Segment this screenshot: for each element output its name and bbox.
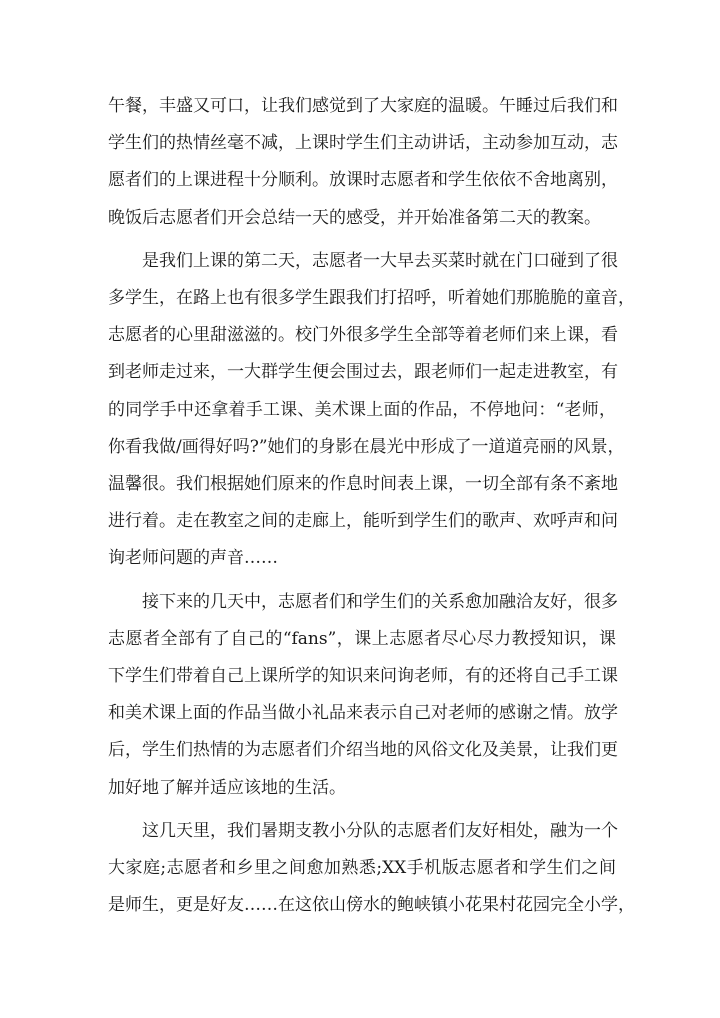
document-body bbox=[108, 88, 635, 924]
text-line: 你看我做/画得好吗?”她们的身影在晨光中形成了一道道亮丽的风景， bbox=[108, 436, 625, 457]
text-line: 学生们的热情丝毫不减，上课时学生们主动讲话，主动参加互动，志 bbox=[108, 133, 618, 154]
text-line: 接下来的几天中，志愿者们和学生们的关系愈加融洽友好，很多 bbox=[142, 591, 618, 612]
text-line: 后，学生们热情的为志愿者们介绍当地的风俗文化及美景，让我们更 bbox=[108, 740, 618, 761]
text-line: 进行着。走在教室之间的走廊上，能听到学生们的歌声、欢呼声和问 bbox=[108, 511, 618, 532]
text-line: 加好地了解并适应该地的生活。 bbox=[108, 777, 346, 798]
text-line: 是师生，更是好友……在这依山傍水的鲍峡镇小花果村花园完全小学， bbox=[108, 895, 635, 916]
text-line: 午餐，丰盛又可口，让我们感觉到了大家庭的温暖。午睡过后我们和 bbox=[108, 96, 618, 116]
text-line: 大家庭;志愿者和乡里之间愈加熟悉;XX手机版志愿者和学生们之间 bbox=[108, 858, 616, 879]
text-line: 的同学手中还拿着手工课、美术课上面的作品，不停地问：“老师， bbox=[108, 399, 616, 420]
paragraph-4 bbox=[108, 813, 635, 925]
text-line: 愿者们的上课进程十分顺利。放课时志愿者和学生依依不舍地离别， bbox=[108, 170, 618, 191]
paragraph-1 bbox=[108, 88, 616, 237]
text-line: 晚饭后志愿者们开会总结一天的感受，并开始准备第二天的教案。 bbox=[108, 207, 601, 228]
text-line: 到老师走过来，一大群学生便会围过去，跟老师们一起走进教室，有 bbox=[108, 362, 618, 383]
text-line: 下学生们带着自己上课所学的知识来问询老师，有的还将自己手工课 bbox=[108, 666, 618, 687]
text-line: 询老师问题的声音…… bbox=[108, 548, 278, 569]
text-line: 是我们上课的第二天，志愿者一大早去买菜时就在门口碰到了很 bbox=[142, 250, 618, 271]
paragraph-3 bbox=[108, 584, 616, 807]
paragraph-2 bbox=[108, 243, 635, 578]
text-line: 这几天里，我们暑期支教小分队的志愿者们友好相处，融为一个 bbox=[142, 820, 618, 841]
text-line: 志愿者全部有了自己的“fans”，课上志愿者尽心尽力教授知识，课 bbox=[108, 628, 616, 649]
text-line: 志愿者的心里甜滋滋的。校门外很多学生全部等着老师们来上课，看 bbox=[108, 325, 618, 346]
text-line: 温馨很。我们根据她们原来的作息时间表上课，一切全部有条不紊地 bbox=[108, 474, 618, 495]
text-line: 多学生，在路上也有很多学生跟我们打招呼，听着她们那脆脆的童音， bbox=[108, 288, 635, 309]
text-line: 和美术课上面的作品当做小礼品来表示自己对老师的感谢之情。放学 bbox=[108, 703, 618, 724]
